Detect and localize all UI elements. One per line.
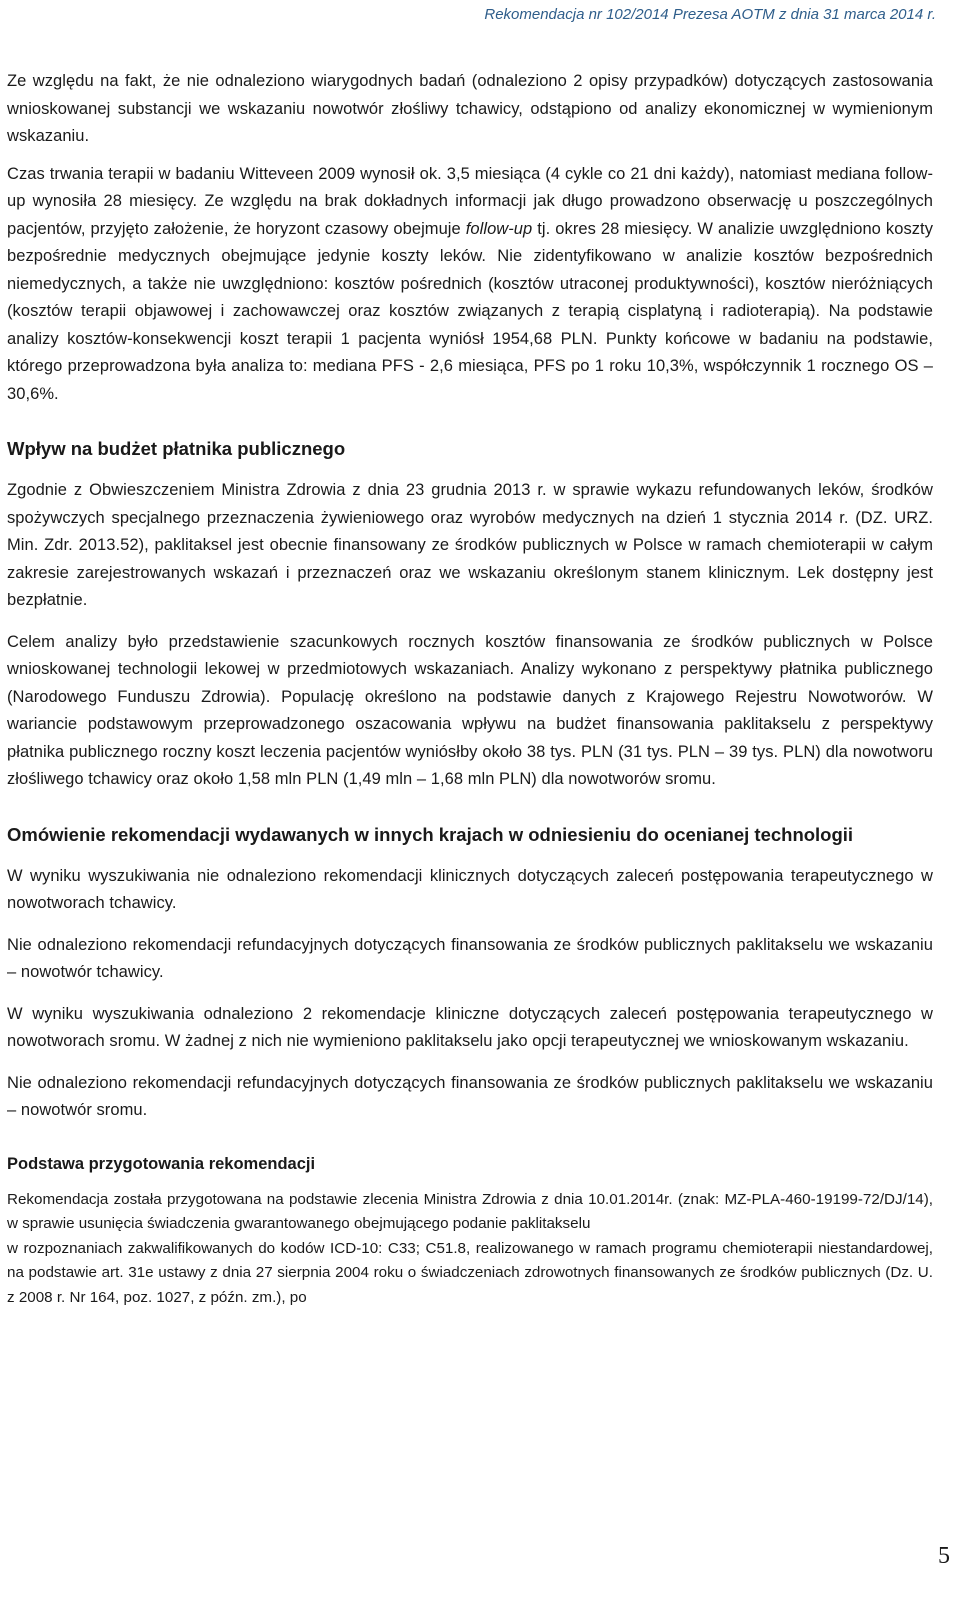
paragraph-basis-2: w rozpoznaniach zakwalifikowanych do kodów ICD-10: C33; C51.8, realizowanego w ramach programu chemioterapii niestandardowej, na podstawie art. 31e ustawy z dnia 27 sierpnia 2004 roku o świadczeniach zdrowotnych finansowanych ze środków publicznych (Dz. U. z 2008 r. Nr 164, poz. 1027, z późn. zm.), po: [7, 1239, 933, 1306]
section-heading-budget: Wpływ na budżet płatnika publicznego: [7, 438, 346, 459]
document-body: [7, 68, 933, 1310]
paragraph-intro-1: Ze względu na fakt, że nie odnaleziono wiarygodnych badań (odnaleziono 2 opisy przypadków) dotyczących zastosowania wnioskowanej substancji we wskazaniu nowotwór złośliwy tchawicy, odstąpiono od analizy ekonomicznej w wymienionym wskazaniu.: [7, 72, 933, 145]
section-heading-basis: Podstawa przygotowania rekomendacji: [7, 1154, 316, 1173]
paragraph-intro-2-part-a: Czas trwania terapii w badaniu Witteveen 2009 wynosił ok. 3,5 miesiąca (4 cykle co 21 dni każdy), natomiast mediana follow-up wynosiła 28 miesięcy. Ze względu na brak dokładnych informacji jak długo prowadzono obserwację u poszczególnych pacjentów, przyjęto założenie, że horyzont czasowy obejmuje: [7, 164, 933, 238]
paragraph-basis-1: Rekomendacja została przygotowana na podstawie zlecenia Ministra Zdrowia z dnia 10.01.2014r. (znak: MZ-PLA-460-19199-72/DJ/14), w sprawie usunięcia świadczenia gwarantowanego obejmującego podanie paklitakselu: [7, 1190, 933, 1233]
follow-up-term: follow-up: [465, 219, 533, 238]
paragraph-budget-1: Zgodnie z Obwieszczeniem Ministra Zdrowia z dnia 23 grudnia 2013 r. w sprawie wykazu refundowanych leków, środków spożywczych specjalnego przeznaczenia żywieniowego oraz wyrobów medycznych na dzień 1 stycznia 2014 r. (DZ. URZ. Min. Zdr. 2013.52), paklitaksel jest obecnie finansowany ze środków publicznych w Polsce w ramach chemioterapii w całym zakresie zarejestrowanych wskazań i przeznaczeń oraz we wskazaniu określonym stanem klinicznym. Lek dostępny jest bezpłatnie.: [7, 481, 933, 609]
page-header: Rekomendacja nr 102/2014 Prezesa AOTM z dnia 31 marca 2014 r.: [484, 6, 936, 23]
section-heading-recommendations: Omówienie rekomendacji wydawanych w innych krajach w odniesieniu do ocenianej technologii: [7, 823, 854, 845]
page-number: 5: [938, 1543, 950, 1569]
paragraph-recommendations-2: Nie odnaleziono rekomendacji refundacyjnych dotyczących finansowania ze środków publicznych paklitakselu we wskazaniu – nowotwór tchawicy.: [7, 935, 933, 981]
paragraph-recommendations-1: W wyniku wyszukiwania nie odnaleziono rekomendacji klinicznych dotyczących zaleceń postępowania terapeutycznego w nowotworach tchawicy.: [7, 866, 933, 912]
paragraph-intro-2: [7, 161, 933, 409]
paragraph-recommendations-3: W wyniku wyszukiwania odnaleziono 2 rekomendacje kliniczne dotyczących zaleceń postępowania terapeutycznego w nowotworach sromu. W żadnej z nich nie wymieniono paklitakselu jako opcji terapeutycznej we wnioskowanym wskazaniu.: [7, 1004, 933, 1050]
paragraph-recommendations-4: Nie odnaleziono rekomendacji refundacyjnych dotyczących finansowania ze środków publicznych paklitakselu we wskazaniu – nowotwór sromu.: [7, 1073, 933, 1119]
paragraph-intro-2-part-b: tj. okres 28 miesięcy. W analizie uwzględniono koszty bezpośrednie medycznych obejmujące jedynie koszty leków. Nie zidentyfikowano w analizie kosztów bezpośrednich niemedycznych, a także nie uwzględniono: kosztów pośrednich (kosztów utraconej produktywności), kosztów nieróżniących (kosztów terapii objawowej i zachowawczej oraz kosztów związanych z terapią cisplatyną i radioterapią). Na podstawie analizy kosztów-konsekwencji koszt terapii 1 pacjenta wyniósł 1954,68 PLN. Punkty końcowe w badaniu na podstawie, którego przeprowadzona była analiza to: mediana PFS - 2,6 miesiąca, PFS po 1 roku 10,3%, współczynnik 1 rocznego OS – 30,6%.: [7, 219, 933, 403]
paragraph-budget-2: Celem analizy było przedstawienie szacunkowych rocznych kosztów finansowania ze środków publicznych w Polsce wnioskowanej technologii lekowej w przedmiotowych wskazaniach. Analizy wykonano z perspektywy płatnika publicznego (Narodowego Funduszu Zdrowia). Populację określono na podstawie danych z Krajowego Rejestru Nowotworów. W wariancie podstawowym przeprowadzonego oszacowania wpływu na budżet finansowania paklitakselu z perspektywy płatnika publicznego roczny koszt leczenia pacjentów wyniósłby około 38 tys. PLN (31 tys. PLN – 39 tys. PLN) dla nowotworu złośliwego tchawicy oraz około 1,58 mln PLN (1,49 mln – 1,68 mln PLN) dla nowotworów sromu.: [7, 632, 933, 788]
